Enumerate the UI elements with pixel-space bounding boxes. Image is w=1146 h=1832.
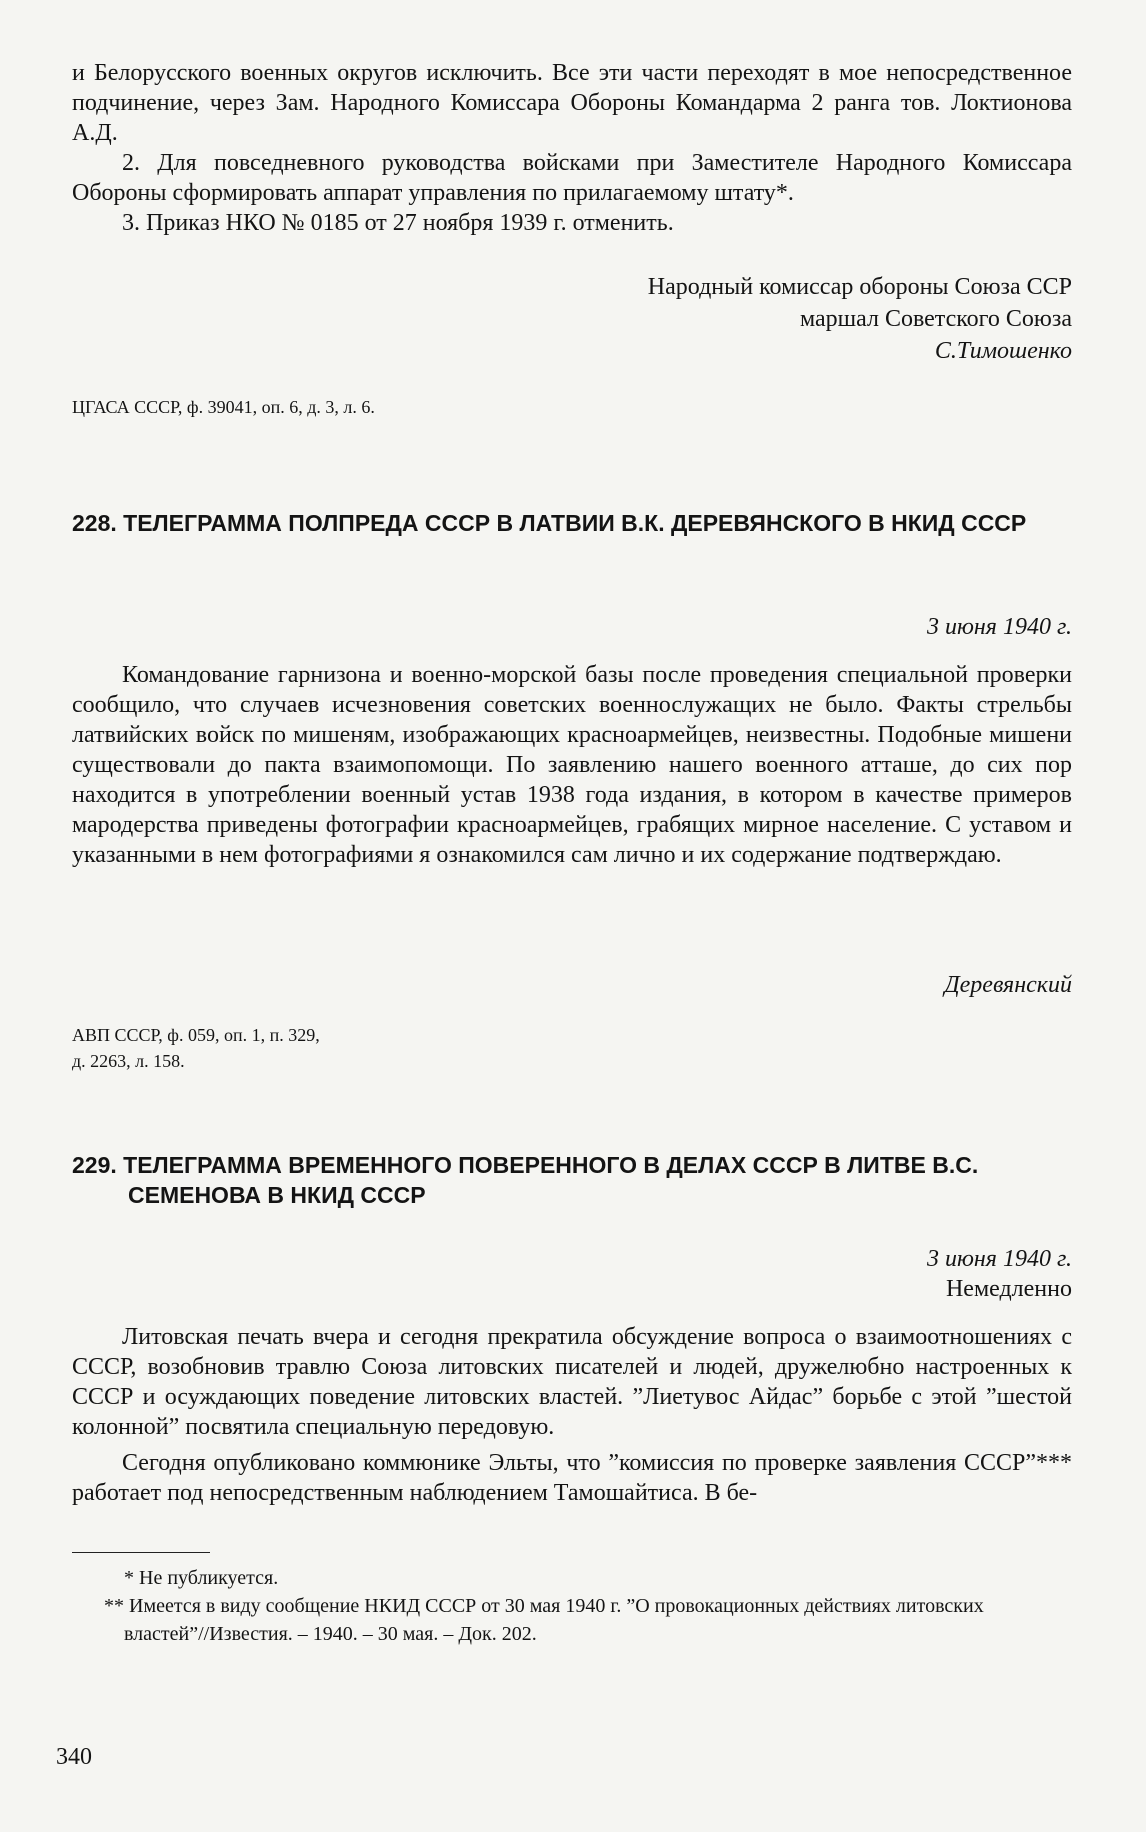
doc228-archive-ref: АВП СССР, ф. 059, оп. 1, п. 329, д. 2263, л. 158. — [72, 1025, 320, 1071]
doc228-body: Командование гарнизона и военно-морской базы после проведения специальной проверки сообщило, что случаев исчезновения советских военнослужащих не было. Факты стрельбы латвийских войск по мишеням, изображающих красноармейцев, неизвестны. Подобные мишени существовали до пакта взаимопомощи. По заявлению нашего военного атташе, до сих пор находится в употреблении военный устав 1938 года издания, в котором в качестве примеров мародерства приведены фотографии красноармейцев, грабящих мирное население. С уставом и указанными в нем фотографиями я ознакомился сам лично и их содержание подтверждаю. — [72, 662, 1072, 868]
page-number: 340 — [56, 1744, 92, 1770]
doc227-signature-rank: маршал Советского Союза — [799, 306, 1072, 332]
doc229-heading: 229. ТЕЛЕГРАММА ВРЕМЕННОГО ПОВЕРЕННОГО В ДЕЛАХ СССР В ЛИТВЕ В.С. СЕМЕНОВА В НКИД СССР — [72, 1152, 979, 1208]
doc229-date-block — [72, 1244, 1072, 1304]
doc229-paragraph-2: Сегодня опубликовано коммюнике Эльты, что ”комиссия по проверке заявления СССР”*** работает под непосредственным наблюдением Тамошайтиса. В бе- — [72, 1450, 1072, 1506]
doc227-tail — [72, 58, 1072, 238]
footnotes — [72, 1564, 1072, 1648]
doc229-paragraph-1: Литовская печать вчера и сегодня прекратила обсуждение вопроса о взаимоотношениях с СССР, возобновив травлю Союза литовских писателей и людей, дружелюбно настроенных к СССР и осуждающих поведение литовских властей. ”Лиетувос Айдас” борьбе с этой ”шестой колонной” посвятила специальную передовую. — [72, 1324, 1072, 1440]
doc227-archive-ref: ЦГАСА СССР, ф. 39041, оп. 6, д. 3, л. 6. — [72, 397, 375, 417]
doc228-heading: 228. ТЕЛЕГРАММА ПОЛПРЕДА СССР В ЛАТВИИ В.К. ДЕРЕВЯНСКОГО В НКИД СССР — [72, 510, 1027, 536]
footnote-divider — [72, 1552, 210, 1553]
footnote-1: * Не публикуется. — [124, 1567, 279, 1589]
doc227-paragraph-1: и Белорусского военных округов исключить. Все эти части переходят в мое непосредственное подчинение, через Зам. Народного Комиссара Обороны Командарма 2 ранга тов. Локтионова А.Д. — [72, 60, 1072, 146]
doc227-paragraph-2: 2. Для повседневного руководства войсками при Заместителе Народного Комиссара Обороны сформировать аппарат управления по прилагаемому штату*. — [72, 150, 1072, 206]
doc228-date: 3 июня 1940 г. — [926, 614, 1072, 640]
doc227-signature-block — [72, 272, 1072, 366]
doc229-body — [72, 1322, 1072, 1508]
footnote-2: ** Имеется в виду сообщение НКИД СССР от 30 мая 1940 г. ”О провокационных действиях литовских властей”//Известия. – 1940. – 30 мая. – Док. 202. — [104, 1595, 984, 1645]
doc227-signature-title: Народный комиссар обороны Союза ССР — [647, 274, 1072, 300]
doc229-urgency: Немедленно — [945, 1276, 1072, 1302]
doc227-signature-name: С.Тимошенко — [934, 338, 1072, 364]
doc227-paragraph-3: 3. Приказ НКО № 0185 от 27 ноября 1939 г. отменить. — [122, 210, 674, 236]
doc229-date: 3 июня 1940 г. — [926, 1246, 1072, 1272]
doc228-signature: Деревянский — [944, 972, 1072, 998]
